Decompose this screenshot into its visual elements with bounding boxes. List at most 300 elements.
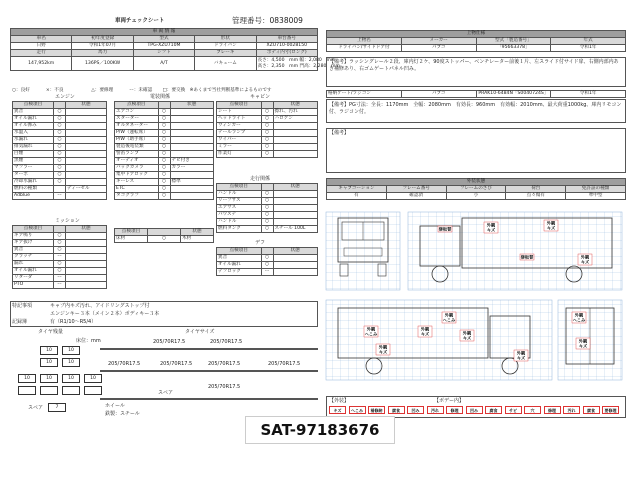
electrical-row [115, 151, 214, 158]
section-diff: デフ [255, 240, 266, 246]
diff-grid [216, 247, 318, 276]
cabin-row [217, 109, 318, 116]
electrical-item-status [170, 144, 214, 151]
diff-header-status: 状態 [273, 248, 318, 255]
value-shape: ドライバン [195, 43, 256, 50]
exterior-value-license: 準中型 [566, 193, 626, 200]
value-power: 136PS／100KW [72, 57, 133, 71]
mission-item-status [66, 282, 107, 289]
exterior-value-frame-rust: 小 [446, 193, 506, 200]
engine-header-status: 状態 [66, 102, 107, 109]
running-row [217, 198, 318, 205]
running-header-status: 状態 [273, 184, 318, 191]
legend-tag: 腐食 [583, 406, 600, 414]
electrical-row [115, 123, 214, 130]
damage-tag [364, 326, 378, 338]
engine-row [13, 186, 107, 193]
cabin-item-mark: ○ [261, 116, 273, 123]
mission-item-label: オイル漏れ [13, 268, 54, 275]
damage-tag [520, 254, 534, 261]
power-gate-table [326, 90, 626, 98]
mission-item-label: 異音 [13, 247, 54, 254]
header-chassis: 車台番号 [256, 36, 317, 43]
electrical-item-status [170, 130, 214, 137]
damage-tag-text: キズ [578, 343, 588, 349]
legend-tag: 凹み [466, 406, 483, 414]
upper-value-maker: パブコ [401, 45, 476, 52]
electrical-row [115, 172, 214, 179]
cabin-row [217, 130, 318, 137]
electrical-row [115, 186, 214, 193]
diff-item-status [273, 262, 318, 269]
engine-item-label: 水漏れ [13, 137, 54, 144]
damage-tag-text: 外観 [516, 350, 526, 356]
mission-item-status [66, 247, 107, 254]
tire-layout-title: タイヤ残量 [38, 329, 63, 335]
engine-item-status [66, 158, 107, 165]
legend-tag: 穴 [524, 406, 541, 414]
mission-item-status [66, 233, 107, 240]
damage-tag [484, 222, 498, 234]
electrical-item-mark: ○ [158, 172, 170, 179]
value-brake: バキューム [195, 57, 256, 71]
damage-tag [460, 330, 474, 342]
mission-item-mark: ー [54, 282, 66, 289]
electrical-item-status: 標準 [170, 179, 214, 186]
engine-row [13, 158, 107, 165]
engine-item-status [66, 130, 107, 137]
mission-row [13, 282, 107, 289]
damage-tag [544, 220, 558, 232]
electrical-item-status [170, 193, 214, 200]
truck-damage-diagram [324, 208, 628, 392]
electrical-item-label: スターター [115, 116, 159, 123]
bed-floor-table [114, 228, 214, 243]
cabin-row [217, 116, 318, 123]
mission-item-mark: ー [54, 275, 66, 282]
engine-item-status [66, 116, 107, 123]
upper-equipment-table [326, 30, 626, 52]
electrical-item-label: タコグラフ [115, 193, 159, 200]
engine-row [13, 179, 107, 186]
mission-item-mark: ○ [54, 261, 66, 268]
header-car-name: 車名 [11, 36, 72, 43]
running-item-label: パワステ [217, 212, 262, 219]
electrical-row [115, 137, 214, 144]
electrical-item-mark: ○ [158, 130, 170, 137]
exterior-value-bed: 点々傷有 [506, 193, 566, 200]
engine-item-mark: ○ [54, 158, 66, 165]
running-header-item: 点検項目 [217, 184, 262, 191]
diff-item-status [273, 269, 318, 276]
cabin-header-mark [261, 102, 273, 109]
mission-item-mark: ○ [54, 247, 66, 254]
running-header-mark [261, 184, 273, 191]
mission-row [13, 254, 107, 261]
upper-header-maker: メーカー [401, 38, 476, 45]
mission-header-mark [54, 226, 66, 233]
electrical-row [115, 165, 214, 172]
exterior-value-frame-no: 確認済 [386, 193, 446, 200]
engine-item-mark: ○ [54, 144, 66, 151]
truck-side-view-right [326, 300, 552, 380]
cabin-item-mark: ○ [261, 109, 273, 116]
electrical-row [115, 193, 214, 200]
legend-tag: 要修理 [602, 406, 619, 414]
vehicle-row2-headers [11, 50, 318, 57]
engine-item-label: 異音 [13, 109, 54, 116]
engine-row [13, 193, 107, 200]
exterior-header-bed: 荷台 [506, 186, 566, 193]
dim-width: 幅：2,080 mm [299, 57, 336, 63]
electrical-item-mark: ○ [158, 123, 170, 130]
tire-front-left: 10 [40, 346, 58, 355]
cabin-item-label: ウィンカー [217, 123, 262, 130]
engine-row [13, 137, 107, 144]
tire-size-r2c2: 205/70R17.5 [160, 361, 193, 367]
damage-tag-text: 修板替 [520, 254, 534, 260]
tire-rear2-outer-left [18, 386, 36, 395]
engine-row [13, 144, 107, 151]
power-gate-maker: パブコ [401, 91, 476, 98]
value-chassis: XZU710-0028150 [256, 43, 317, 50]
tire-rear-inner-right: 10 [62, 374, 80, 383]
mission-item-label: PTO [13, 282, 54, 289]
running-item-mark: ○ [261, 205, 273, 212]
damage-tag [418, 326, 432, 338]
value-model: TPG-XZU710M [133, 43, 194, 50]
vehicle-row2-values [11, 57, 318, 71]
electrical-item-mark: ○ [158, 179, 170, 186]
mission-item-status [66, 275, 107, 282]
exterior-value-cab: 有 [327, 193, 387, 200]
engine-item-status [66, 172, 107, 179]
engine-item-status [66, 137, 107, 144]
diff-item-status [273, 255, 318, 262]
mission-item-status [66, 254, 107, 261]
running-row [217, 205, 318, 212]
engine-item-label: オイル漏れ [13, 116, 54, 123]
electrical-item-mark: ○ [158, 137, 170, 144]
electrical-item-mark: ○ [158, 186, 170, 193]
engine-item-status [66, 179, 107, 186]
electrical-item-status [170, 123, 214, 130]
header-mileage: 走行 [11, 50, 72, 57]
cabin-item-label: ミラー [217, 144, 262, 151]
engine-item-mark: ー [54, 193, 66, 200]
engine-row [13, 165, 107, 172]
electrical-row [115, 144, 214, 151]
cabin-item-status: ハロゲン [273, 116, 318, 123]
legend-tag: 腐食 [388, 406, 405, 414]
running-item-status [273, 191, 318, 198]
electrical-row [115, 179, 214, 186]
damage-tag-text: 外観 [462, 330, 472, 336]
legend-tag: 汚れ [427, 406, 444, 414]
diff-row [217, 255, 318, 262]
damage-tag [578, 254, 592, 266]
mission-row [13, 247, 107, 254]
power-gate-year: 令和1年 [551, 91, 626, 98]
engine-item-label: 排気漏れ [13, 144, 54, 151]
legend-fail: ×：不良 [45, 88, 64, 93]
tire-floor-label: 床位：mm [76, 338, 101, 344]
running-item-mark: ○ [261, 198, 273, 205]
legend-exterior-label: 【外装】 [329, 398, 350, 404]
electrical-row [115, 116, 214, 123]
mission-row [13, 261, 107, 268]
damage-tag-text: キズ [462, 335, 472, 341]
header-body-dims: ボディ内寸(ロング) [256, 50, 317, 57]
value-shift: A/T [133, 57, 194, 71]
electrical-row [115, 130, 214, 137]
tire-spare-size-label: スペア [158, 390, 174, 396]
tire-size-r1c1: 205/70R17.5 [153, 339, 186, 345]
engine-item-mark: ○ [54, 109, 66, 116]
cabin-item-label: 作業灯 [217, 151, 262, 158]
engine-row [13, 172, 107, 179]
bottom-legend-items [329, 406, 625, 416]
engine-row [13, 130, 107, 137]
exterior-header-frame-no: フレーム番号 [386, 186, 446, 193]
damage-tag [576, 338, 590, 350]
dim-door-height: 門高：2,280 mm [299, 63, 340, 69]
electrical-item-status [170, 116, 214, 123]
power-gate-model: PRAK10-6484N「S0040724S」 [476, 91, 551, 98]
diff-item-label: デフロック [217, 269, 262, 276]
electrical-header-item: 点検項目 [115, 102, 159, 109]
cabin-item-label: テールランプ [217, 130, 262, 137]
cabin-item-status [273, 144, 318, 151]
electrical-item-status [170, 172, 214, 179]
running-item-label: 燃料タンク [217, 226, 262, 233]
running-item-label: ハンドル [217, 191, 262, 198]
running-item-status [273, 219, 318, 226]
cabin-item-status [273, 151, 318, 158]
electrical-item-status [170, 109, 214, 116]
vehicle-info-title: 車 両 情 報 [11, 29, 318, 36]
engine-item-mark: ○ [54, 179, 66, 186]
value-first-reg: 令和1年07月 [72, 43, 133, 50]
management-number: 管理番号：0838009 [232, 16, 303, 25]
electrical-item-label: オルタネーター [115, 123, 159, 130]
running-item-status: スチール 100L [273, 226, 318, 233]
sheet-title: 車両チェックシート [115, 18, 165, 24]
cabin-item-status [273, 137, 318, 144]
running-item-status [273, 198, 318, 205]
damage-tag-text: キズ [516, 355, 526, 361]
electrical-item-mark: ○ [158, 151, 170, 158]
tire-size-r2c4: 205/70R17.5 [268, 361, 301, 367]
mission-item-label: ギア抜け [13, 240, 54, 247]
running-item-label: ハンドル [217, 219, 262, 226]
damage-tag-text: へこみ [442, 317, 456, 323]
engine-item-status [66, 123, 107, 130]
other-remarks-label: 【備考】 [329, 130, 350, 136]
tire-size-r1c2: 205/70R17.5 [210, 339, 243, 345]
damage-tag-text: キズ [378, 349, 388, 355]
cabin-item-label: ヘッドライト [217, 116, 262, 123]
power-gate-remarks [329, 102, 623, 115]
tire-rear2-inner-right [62, 386, 80, 395]
tire-size-r2c1: 205/70R17.5 [108, 361, 141, 367]
electrical-item-mark: ○ [158, 144, 170, 151]
exterior-title: 外装状態 [327, 179, 626, 186]
upper-equipment-title: 上物仕様 [327, 31, 626, 38]
section-electrical: 電装関係 [150, 94, 171, 100]
section-engine: エンジン [55, 94, 75, 100]
running-row [217, 212, 318, 219]
mission-grid [12, 225, 107, 289]
electrical-item-label: キーレス [115, 179, 159, 186]
vehicle-row1-values [11, 43, 318, 50]
electrical-item-mark: ○ [158, 109, 170, 116]
legend-tag: サビ [505, 406, 522, 414]
electrical-item-mark: ○ [158, 116, 170, 123]
power-gate-name: 格納ゲート/ラジコン [327, 91, 402, 98]
engine-item-label: 白煙 [13, 151, 54, 158]
tire-front2-left: 10 [40, 358, 58, 367]
legend-tag: へこみ [349, 406, 366, 414]
diff-item-label: オイル漏れ [217, 262, 262, 269]
engine-item-mark: ○ [54, 116, 66, 123]
exterior-table [326, 178, 626, 200]
electrical-item-status [170, 137, 214, 144]
mission-row [13, 268, 107, 275]
engine-item-mark: ○ [54, 172, 66, 179]
running-item-status [273, 205, 318, 212]
legend-tag: 修理 [446, 406, 463, 414]
cabin-item-status [273, 130, 318, 137]
electrical-item-label: オーディオ [115, 158, 159, 165]
tire-front-right: 10 [62, 346, 80, 355]
wheel-value: 鉄製：スチール [105, 411, 140, 417]
upper-value-year: 令和1年 [551, 45, 626, 52]
upper-header-year: 年式 [551, 38, 626, 45]
tire-rear2-outer-right [84, 386, 102, 395]
section-running: 走行関係 [250, 176, 271, 182]
upper-value-model: 「95663378」 [476, 45, 551, 52]
mission-row [13, 233, 107, 240]
mission-item-label: ギア鳴り [13, 233, 54, 240]
truck-front-view [326, 212, 400, 290]
electrical-header-status: 状態 [170, 102, 214, 109]
damage-tag-text: 外観 [366, 326, 376, 332]
bed-floor-status: 木材 [181, 236, 214, 243]
upper-value-name: ドライバン/サイドドア付 [327, 45, 402, 52]
tire-rear2-inner-left [40, 386, 58, 395]
vehicle-row1-headers [11, 36, 318, 43]
engine-item-status [66, 165, 107, 172]
legend-unchecked: ー：未確認 [129, 88, 153, 93]
truck-side-view-left [408, 212, 622, 290]
running-item-mark: ○ [261, 212, 273, 219]
tire-size-r2c3: 205/70R17.5 [208, 361, 241, 367]
special-notes-label: 特記事項 [12, 303, 33, 309]
damage-tag-text: へこみ [364, 331, 378, 337]
damage-tag-text: キズ [580, 259, 590, 265]
legend-good: ○：良好 [12, 88, 30, 93]
tire-size-divider1 [100, 348, 318, 350]
cabin-header-status: 状態 [273, 102, 318, 109]
damage-tag-text: 外観 [580, 254, 590, 260]
mission-item-label: クラッチ [13, 254, 54, 261]
electrical-item-status [170, 186, 214, 193]
special-notes-text2: エンジンキー３本（メイン２本）ボディキー３本 [50, 311, 160, 317]
engine-item-mark [54, 186, 66, 193]
electrical-item-label: 集中ドアロック [115, 172, 159, 179]
damage-tag-text: 外観 [378, 344, 388, 350]
engine-row [13, 116, 107, 123]
diff-row [217, 269, 318, 276]
running-item-mark: ○ [261, 191, 273, 198]
damage-tag [514, 350, 528, 362]
electrical-item-status: カラー [170, 165, 214, 172]
engine-item-status [66, 151, 107, 158]
diff-row [217, 262, 318, 269]
cabin-item-label: ワイパー [217, 137, 262, 144]
tire-size-title: タイヤサイズ [185, 329, 215, 335]
damage-tag-text: 外観 [444, 312, 454, 318]
diff-item-label: 異音 [217, 255, 262, 262]
damage-tag-text: キズ [420, 331, 430, 337]
legend-tag: 腐食 [485, 406, 502, 414]
legend-tag: 汚れ [563, 406, 580, 414]
engine-row [13, 151, 107, 158]
engine-item-mark: ○ [54, 151, 66, 158]
electrical-item-label: ETC [115, 186, 159, 193]
upper-header-name: 上物名 [327, 38, 402, 45]
electrical-item-status [170, 151, 214, 158]
electrical-item-label: P/W（助手席） [115, 137, 159, 144]
value-car-name: 日野 [11, 43, 72, 50]
legend-tag: 修理 [544, 406, 561, 414]
header-brake: ブレーキ [195, 50, 256, 57]
electrical-item-label: バックカメラ [115, 165, 159, 172]
power-gate-remarks-text: PG寸法：全長：1170mm 全幅：2080mm 有効長：960mm 有効幅：2010mm、最大荷重1000kg、庫内リモコン付、ラジコン付。 [329, 102, 622, 115]
check-legend [12, 88, 272, 94]
engine-item-mark: ○ [54, 130, 66, 137]
damage-tag-text: 外観 [420, 326, 430, 332]
legend-tag: キズ [329, 406, 346, 414]
electrical-item-label: P/W（運転席） [115, 130, 159, 137]
header-shape: 形状 [195, 36, 256, 43]
diff-item-mark: ○ [261, 262, 273, 269]
header-shift: シフト [133, 50, 194, 57]
damage-tag-text: 修板替 [438, 226, 452, 232]
inspection-sheet [10, 18, 630, 458]
cabin-row [217, 151, 318, 158]
cabin-row [217, 137, 318, 144]
diff-item-mark: ー [261, 269, 273, 276]
mission-item-mark: ○ [54, 233, 66, 240]
engine-item-status [66, 109, 107, 116]
engine-header-mark [54, 102, 66, 109]
engine-item-status [66, 193, 107, 200]
bed-floor-header-status: 状態 [181, 229, 214, 236]
running-row [217, 226, 318, 233]
running-row [217, 191, 318, 198]
engine-item-label: ターボ [13, 172, 54, 179]
tire-rear-outer-left: 10 [18, 374, 36, 383]
bed-floor-mark: ○ [148, 236, 181, 243]
legend-replace: □：要交換 [162, 88, 186, 93]
tire-spare-size: 205/70R17.5 [208, 384, 241, 390]
mission-row [13, 240, 107, 247]
running-item-status [273, 212, 318, 219]
tire-spare-value: 7 [48, 403, 66, 412]
mission-row [13, 275, 107, 282]
